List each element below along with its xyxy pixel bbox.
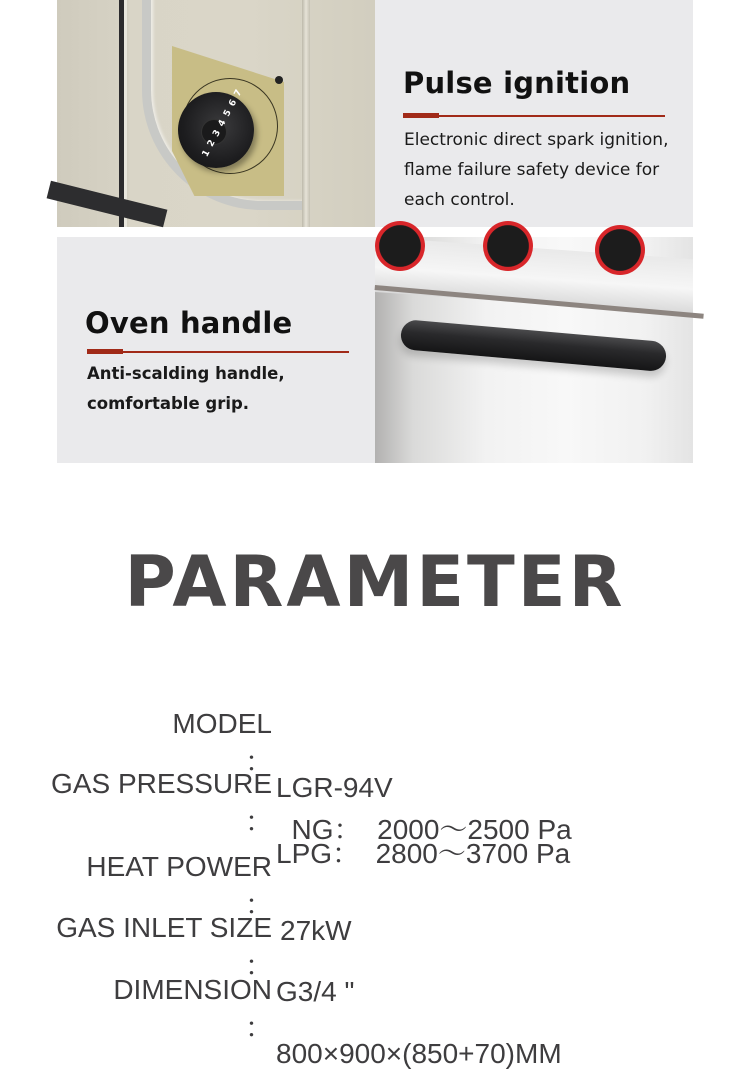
dial-indicator-dot [275, 76, 283, 84]
door-bottom-strip [47, 181, 168, 227]
description-line: Anti-scalding handle, [87, 364, 285, 383]
param-value: NG： 2000～2500 Pa [276, 814, 572, 845]
param-colon: ： [245, 889, 274, 920]
description-line: each control. [404, 190, 515, 210]
param-colon: ： [245, 1012, 274, 1043]
param-colon: ： [245, 806, 274, 837]
param-value: LPG： 2800～3700 Pa [276, 838, 571, 869]
description-line: comfortable grip. [87, 394, 250, 413]
param-label: GAS INLET SIZE [56, 912, 272, 943]
divider-accent [87, 349, 123, 354]
door-gap-highlight [124, 0, 127, 227]
param-label: DIMENSION [113, 974, 272, 1005]
param-row-gas-pressure-ng [0, 776, 750, 845]
burner-knob-icon [375, 221, 425, 271]
title-divider [403, 115, 665, 117]
burner-knob-icon [483, 221, 533, 271]
param-label: MODEL [172, 708, 272, 739]
burner-knob-icon [595, 225, 645, 275]
param-colon: ： [245, 746, 274, 777]
description-line: Electronic direct spark ignition, [404, 130, 669, 150]
feature-description [404, 125, 669, 215]
side-rail [302, 0, 310, 227]
parameter-heading: PARAMETER [124, 541, 626, 623]
param-value: LGR-94V [276, 772, 393, 803]
description-line: flame failure safety device for [404, 160, 660, 180]
pulse-ignition-panel [375, 0, 693, 227]
title-divider [87, 351, 349, 353]
oven-handle-bar-icon [400, 319, 668, 372]
knob-numbers: 1 2 3 4 5 6 7 [200, 87, 245, 159]
param-value: G3/4 " [276, 976, 355, 1007]
feature-title: Oven handle [85, 306, 293, 340]
param-label: GAS PRESSURE [51, 768, 272, 799]
oven-handle-photo [375, 237, 693, 463]
param-value: 800×900×(850+70)MM [276, 1038, 562, 1069]
oven-handle-panel [57, 237, 375, 463]
feature-title: Pulse ignition [403, 66, 631, 100]
param-value: 27kW [280, 915, 352, 946]
divider-accent [403, 113, 439, 118]
feature-description [87, 359, 285, 419]
param-colon: ： [245, 950, 274, 981]
param-label: HEAT POWER [86, 851, 272, 882]
pulse-ignition-photo [57, 0, 375, 227]
